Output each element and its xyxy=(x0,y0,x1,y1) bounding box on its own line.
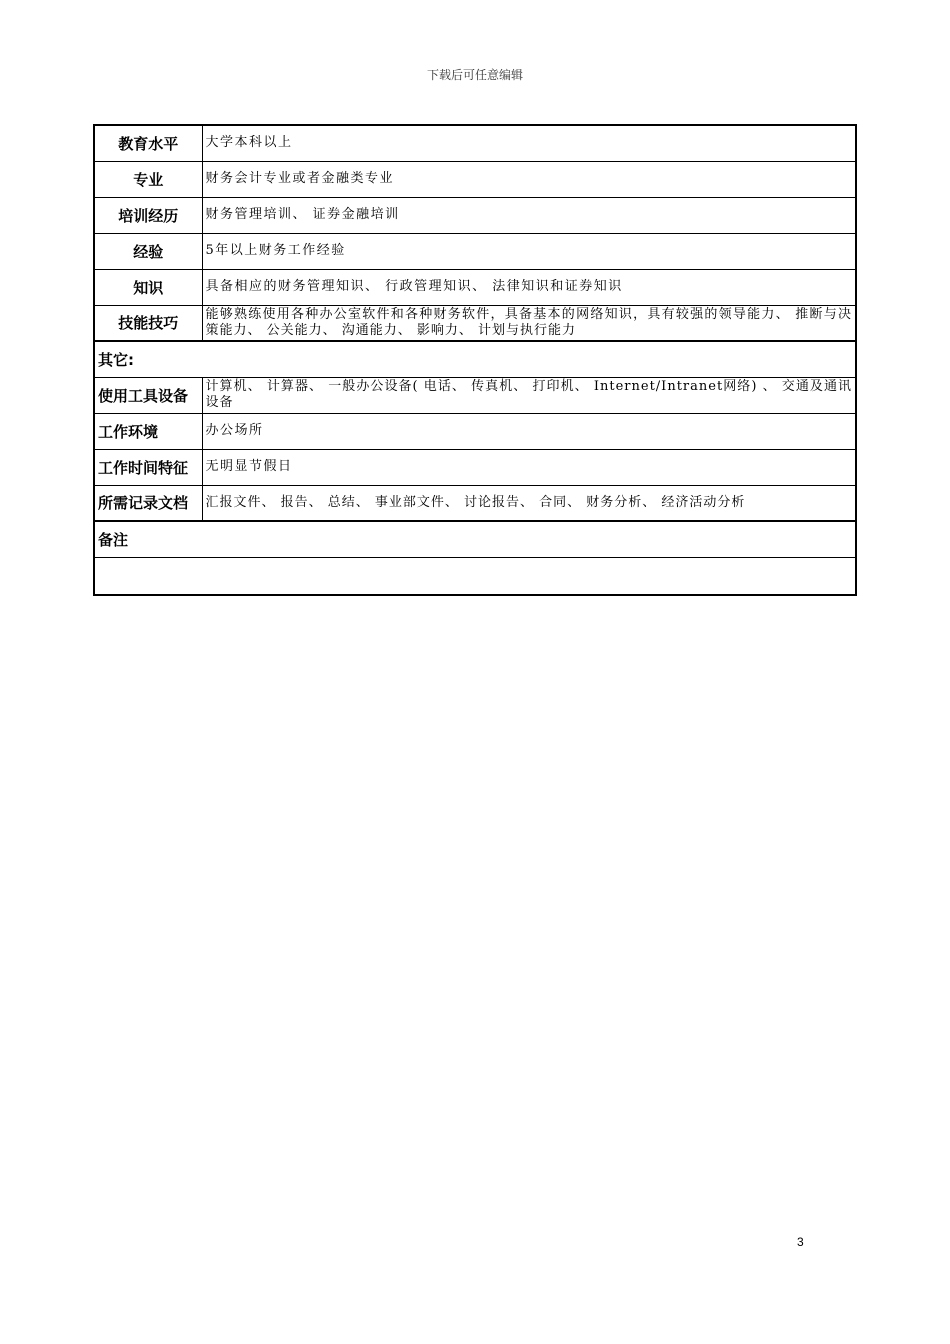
table-row xyxy=(94,305,856,341)
row-label-work-time: 工作时间特征 xyxy=(94,449,202,485)
row-value-tools: 计算机、 计算器、 一般办公设备( 电话、 传真机、 打印机、 Internet/Intranet网络) 、 交通及通讯设备 xyxy=(202,377,856,413)
row-label-documents: 所需记录文档 xyxy=(94,485,202,521)
table-row xyxy=(94,161,856,197)
section-row-remarks xyxy=(94,521,856,557)
remarks-content-row xyxy=(94,557,856,595)
row-value-environment: 办公场所 xyxy=(202,413,856,449)
section-title-remarks: 备注 xyxy=(94,521,856,557)
row-value-education: 大学本科以上 xyxy=(202,125,856,161)
table-row xyxy=(94,269,856,305)
table-row xyxy=(94,233,856,269)
row-label-knowledge: 知识 xyxy=(94,269,202,305)
row-value-work-time: 无明显节假日 xyxy=(202,449,856,485)
remarks-content xyxy=(94,557,856,595)
row-value-training: 财务管理培训、 证券金融培训 xyxy=(202,197,856,233)
row-label-tools: 使用工具设备 xyxy=(94,377,202,413)
page-number: 3 xyxy=(797,1235,804,1249)
table-row xyxy=(94,413,856,449)
row-label-education: 教育水平 xyxy=(94,125,202,161)
table-row xyxy=(94,485,856,521)
row-label-major: 专业 xyxy=(94,161,202,197)
row-label-environment: 工作环境 xyxy=(94,413,202,449)
row-label-skills: 技能技巧 xyxy=(94,305,202,341)
table-row xyxy=(94,125,856,161)
section-title-other: 其它: xyxy=(94,341,856,377)
table-row xyxy=(94,197,856,233)
table-row xyxy=(94,377,856,413)
row-label-training: 培训经历 xyxy=(94,197,202,233)
job-requirements-table xyxy=(93,124,857,596)
section-row-other xyxy=(94,341,856,377)
row-value-experience: 5年以上财务工作经验 xyxy=(202,233,856,269)
row-value-documents: 汇报文件、 报告、 总结、 事业部文件、 讨论报告、 合同、 财务分析、 经济活动分析 xyxy=(202,485,856,521)
row-value-skills: 能够熟练使用各种办公室软件和各种财务软件，具备基本的网络知识，具有较强的领导能力、 推断与决策能力、 公关能力、 沟通能力、 影响力、 计划与执行能力 xyxy=(202,305,856,341)
row-value-major: 财务会计专业或者金融类专业 xyxy=(202,161,856,197)
table-row xyxy=(94,449,856,485)
row-value-knowledge: 具备相应的财务管理知识、 行政管理知识、 法律知识和证券知识 xyxy=(202,269,856,305)
row-label-experience: 经验 xyxy=(94,233,202,269)
page-header-note: 下载后可任意编辑 xyxy=(426,68,523,82)
